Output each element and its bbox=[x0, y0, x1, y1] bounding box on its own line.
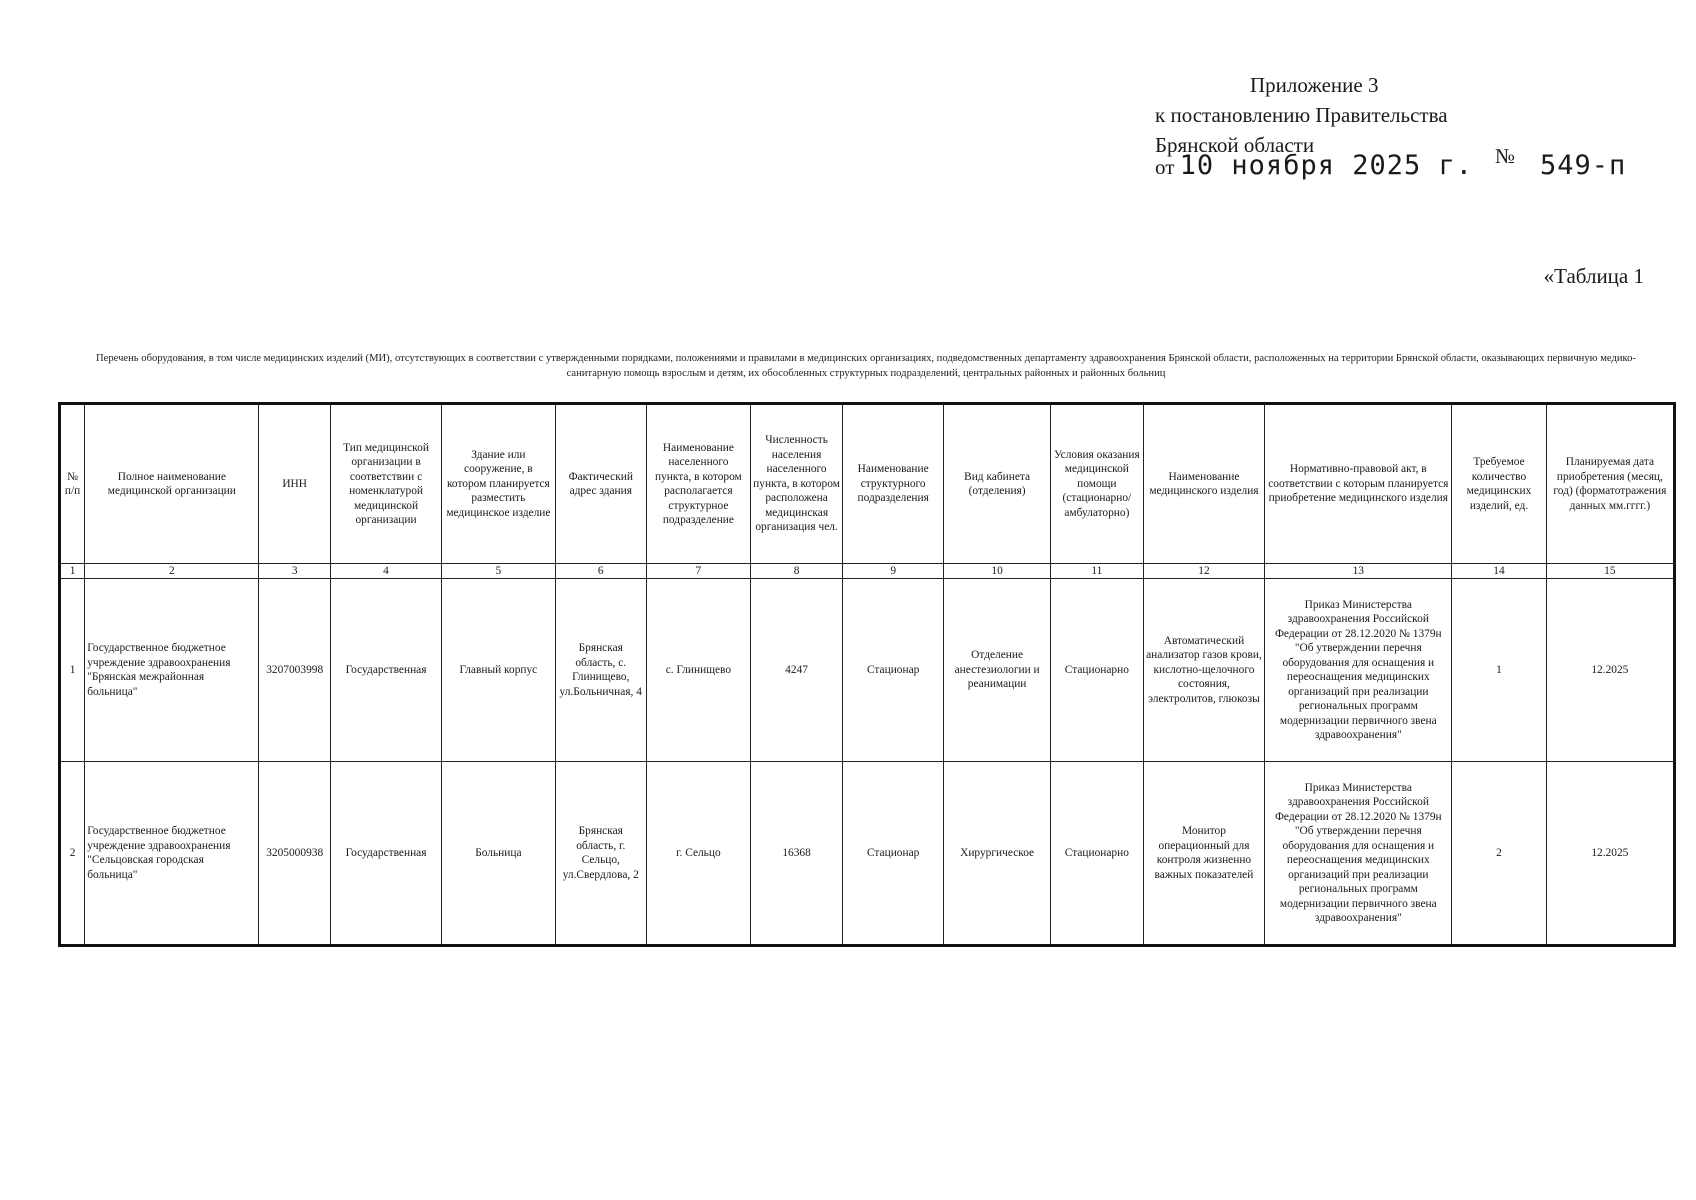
number-sign: № bbox=[1495, 144, 1516, 168]
appendix-line-3: Брянской области bbox=[1155, 133, 1315, 157]
header-address: Фактический адрес здания bbox=[555, 404, 646, 564]
cell-quantity: 2 bbox=[1452, 762, 1547, 946]
column-number-row bbox=[60, 564, 1675, 579]
cell-legal-act: Приказ Министерства здравоохранения Российской Федерации от 28.12.2020 № 1379н "Об утверждении перечня оборудования для оснащения и переоснащения медицинских организаций при реализации региональных программ модернизации первичного звена здравоохранения" bbox=[1265, 762, 1452, 946]
resolution-number: 549-п bbox=[1540, 150, 1627, 181]
column-number: 12 bbox=[1143, 564, 1265, 579]
appendix-header bbox=[1155, 70, 1448, 160]
table-caption: Перечень оборудования, в том числе медицинских изделий (МИ), отсутствующих в соответствии с утвержденными порядками, положениями и правилами в медицинских организациях, подведомственных департаменту здравоохранения Брянской области, расположенных на территории Брянской области, оказывающих первичную медико-санитарную помощь взрослым и детям, их обособленных структурных подразделений, центральных районных и районных больниц bbox=[96, 353, 1636, 379]
cell-legal-act: Приказ Министерства здравоохранения Российской Федерации от 28.12.2020 № 1379н "Об утверждении перечня оборудования для оснащения и переоснащения медицинских организаций при реализации региональных программ модернизации первичного звена здравоохранения" bbox=[1265, 579, 1452, 762]
cell-purchase-date: 12.2025 bbox=[1546, 579, 1674, 762]
cell-population: 16368 bbox=[750, 762, 842, 946]
header-organization-name: Полное наименование медицинской организации bbox=[85, 404, 259, 564]
cell-care-conditions: Стационарно bbox=[1051, 579, 1143, 762]
column-number: 3 bbox=[259, 564, 330, 579]
cell-device-name: Автоматический анализатор газов крови, кислотно-щелочного состояния, электролитов, глюкозы bbox=[1143, 579, 1265, 762]
header-quantity: Требуемое количество медицинских изделий, ед. bbox=[1452, 404, 1547, 564]
column-number: 2 bbox=[85, 564, 259, 579]
column-number: 9 bbox=[843, 564, 944, 579]
column-number: 7 bbox=[646, 564, 750, 579]
column-number: 4 bbox=[330, 564, 441, 579]
header-building: Здание или сооружение, в котором планируется разместить медицинское изделие bbox=[442, 404, 555, 564]
cell-no: 1 bbox=[60, 579, 85, 762]
cell-address: Брянская область, с. Глинищево, ул.Больничная, 4 bbox=[555, 579, 646, 762]
header-organization-type: Тип медицинской организации в соответствии с номенклатурой медицинской организации bbox=[330, 404, 441, 564]
appendix-line-2: к постановлению Правительства bbox=[1155, 103, 1448, 127]
column-number: 6 bbox=[555, 564, 646, 579]
cell-subdivision: Стационар bbox=[843, 762, 944, 946]
cell-organization-name: Государственное бюджетное учреждение здравоохранения "Брянская межрайонная больница" bbox=[85, 579, 259, 762]
header-settlement: Наименование населенного пункта, в котором располагается структурное подразделение bbox=[646, 404, 750, 564]
header-cabinet-type: Вид кабинета (отделения) bbox=[944, 404, 1051, 564]
column-number: 10 bbox=[944, 564, 1051, 579]
cell-organization-name: Государственное бюджетное учреждение здравоохранения "Сельцовская городская больница" bbox=[85, 762, 259, 946]
column-number: 14 bbox=[1452, 564, 1547, 579]
cell-care-conditions: Стационарно bbox=[1051, 762, 1143, 946]
cell-cabinet-type: Хирургическое bbox=[944, 762, 1051, 946]
table-label: «Таблица 1 bbox=[1543, 264, 1644, 288]
resolution-date: 10 ноября 2025 г. bbox=[1179, 150, 1473, 181]
cell-building: Больница bbox=[442, 762, 555, 946]
cell-building: Главный корпус bbox=[442, 579, 555, 762]
cell-device-name: Монитор операционный для контроля жизненно важных показателей bbox=[1143, 762, 1265, 946]
appendix-title: Приложение 3 bbox=[1250, 73, 1379, 97]
cell-purchase-date: 12.2025 bbox=[1546, 762, 1674, 946]
table-row bbox=[60, 762, 1675, 946]
cell-inn: 3205000938 bbox=[259, 762, 330, 946]
cell-cabinet-type: Отделение анестезиологии и реанимации bbox=[944, 579, 1051, 762]
header-inn: ИНН bbox=[259, 404, 330, 564]
cell-settlement: с. Глинищево bbox=[646, 579, 750, 762]
header-device-name: Наименование медицинского изделия bbox=[1143, 404, 1265, 564]
cell-organization-type: Государственная bbox=[330, 579, 441, 762]
table-row bbox=[60, 579, 1675, 762]
cell-quantity: 1 bbox=[1452, 579, 1547, 762]
cell-address: Брянская область, г. Сельцо, ул.Свердлова, 2 bbox=[555, 762, 646, 946]
cell-organization-type: Государственная bbox=[330, 762, 441, 946]
header-care-conditions: Условия оказания медицинской помощи (стационарно/амбулаторно) bbox=[1051, 404, 1143, 564]
column-number: 5 bbox=[442, 564, 555, 579]
header-no: № п/п bbox=[60, 404, 85, 564]
cell-no: 2 bbox=[60, 762, 85, 946]
cell-settlement: г. Сельцо bbox=[646, 762, 750, 946]
cell-inn: 3207003998 bbox=[259, 579, 330, 762]
column-number: 11 bbox=[1051, 564, 1143, 579]
column-number: 15 bbox=[1546, 564, 1674, 579]
header-legal-act: Нормативно-правовой акт, в соответствии с которым планируется приобретение медицинского изделия bbox=[1265, 404, 1452, 564]
column-number: 1 bbox=[60, 564, 85, 579]
cell-population: 4247 bbox=[750, 579, 842, 762]
equipment-table bbox=[58, 402, 1676, 947]
header-population: Численность населения населенного пункта, в котором расположена медицинская организация чел. bbox=[750, 404, 842, 564]
header-subdivision: Наименование структурного подразделения bbox=[843, 404, 944, 564]
header-row bbox=[60, 404, 1675, 564]
column-number: 8 bbox=[750, 564, 842, 579]
date-prefix: от bbox=[1155, 155, 1175, 179]
header-purchase-date: Планируемая дата приобретения (месяц, год) (форматотражения данных мм.гггг.) bbox=[1546, 404, 1674, 564]
column-number: 13 bbox=[1265, 564, 1452, 579]
cell-subdivision: Стационар bbox=[843, 579, 944, 762]
